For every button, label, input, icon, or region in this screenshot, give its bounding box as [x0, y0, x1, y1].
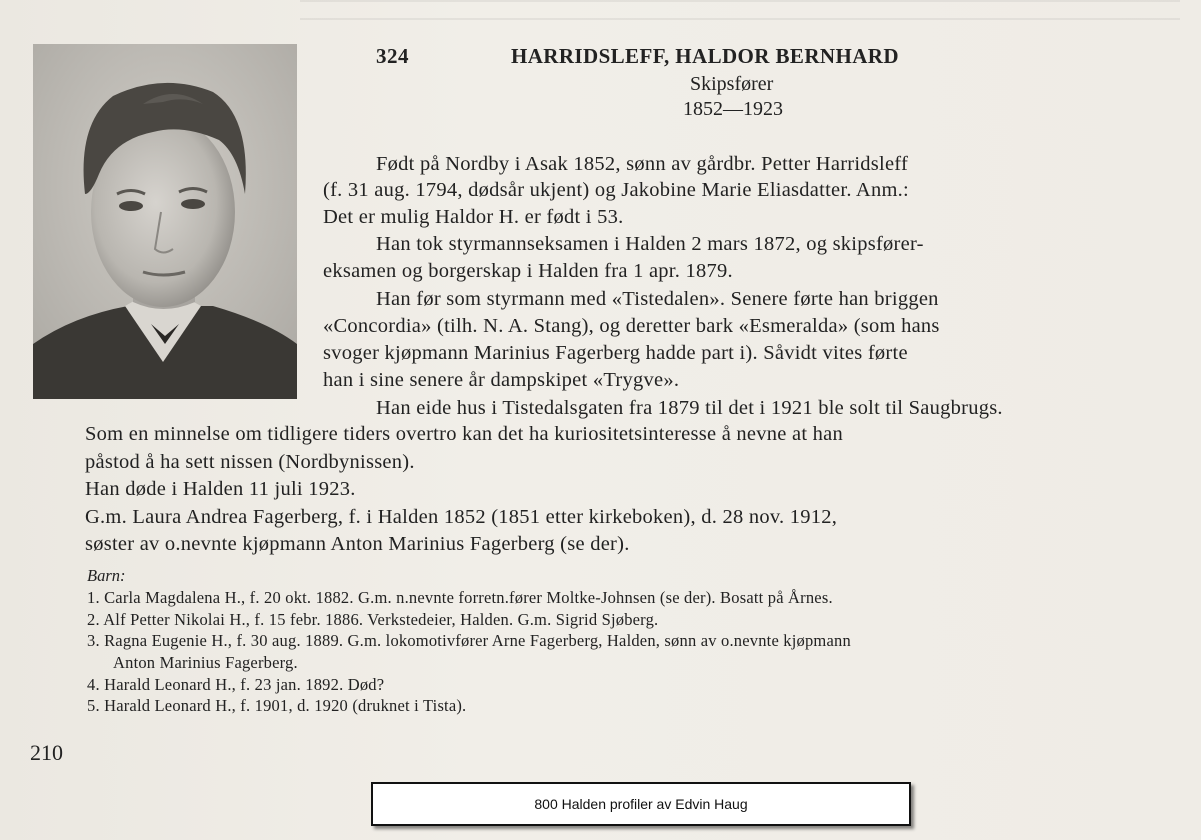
body-line: eksamen og borgerskap i Halden fra 1 apr. 1879.: [323, 260, 733, 282]
body-line: G.m. Laura Andrea Fagerberg, f. i Halden 1852 (1851 etter kirkeboken), d. 28 nov. 1912,: [85, 506, 838, 528]
child-entry: 4. Harald Leonard H., f. 23 jan. 1892. Død?: [87, 675, 385, 694]
caption-box: [371, 782, 911, 826]
child-entry: 5. Harald Leonard H., f. 1901, d. 1920 (druknet i Tista).: [87, 696, 467, 715]
body-line: «Concordia» (tilh. N. A. Stang), og deretter bark «Esmeralda» (som hans: [323, 315, 940, 337]
body-line: påstod å ha sett nissen (Nordbynissen).: [85, 451, 415, 473]
body-line: Han tok styrmannseksamen i Halden 2 mars 1872, og skipsfører-: [376, 233, 924, 255]
body-line: Det er mulig Haldor H. er født i 53.: [323, 206, 624, 228]
child-entry: 2. Alf Petter Nikolai H., f. 15 febr. 1886. Verkstedeier, Halden. G.m. Sigrid Sjøberg.: [87, 610, 659, 629]
child-entry: 1. Carla Magdalena H., f. 20 okt. 1882. G.m. n.nevnte forretn.fører Moltke-Johnsen (se der). Bosatt på Årnes.: [87, 588, 833, 607]
body-line: (f. 31 aug. 1794, dødsår ukjent) og Jakobine Marie Eliasdatter. Anm.:: [323, 179, 910, 201]
body-line: Han døde i Halden 11 juli 1923.: [85, 478, 356, 500]
occupation: Skipsfører: [690, 73, 774, 95]
body-line: han i sine senere år dampskipet «Trygve».: [323, 369, 680, 391]
body-line: Han før som styrmann med «Tistedalen». Senere førte han briggen: [376, 288, 939, 310]
person-name: HARRIDSLEFF, HALDOR BERNHARD: [511, 44, 899, 68]
entry-number: 324: [376, 44, 409, 68]
body-line: Han eide hus i Tistedalsgaten fra 1879 til det i 1921 ble solt til Saugbrugs.: [376, 397, 1003, 419]
body-line: Født på Nordby i Asak 1852, sønn av gårdbr. Petter Harridsleff: [376, 153, 909, 175]
life-years: 1852—1923: [683, 98, 783, 120]
child-entry: 3. Ragna Eugenie H., f. 30 aug. 1889. G.m. lokomotivfører Arne Fagerberg, Halden, sønn av o.nevnte kjøpmann: [87, 631, 851, 650]
body-line: Som en minnelse om tidligere tiders overtro kan det ha kuriositetsinteresse å nevne at han: [85, 423, 844, 445]
child-entry-continued: Anton Marinius Fagerberg.: [113, 653, 298, 672]
portrait-photo: [33, 44, 297, 399]
caption-text: 800 Halden profiler av Edvin Haug: [534, 796, 748, 812]
body-line: søster av o.nevnte kjøpmann Anton Marinius Fagerberg (se der).: [85, 533, 630, 555]
bleed-through-text: [300, 0, 1180, 30]
body-line: svoger kjøpmann Marinius Fagerberg hadde part i). Såvidt vites førte: [323, 342, 908, 364]
children-label: Barn:: [87, 566, 126, 585]
page-number: 210: [30, 740, 63, 765]
